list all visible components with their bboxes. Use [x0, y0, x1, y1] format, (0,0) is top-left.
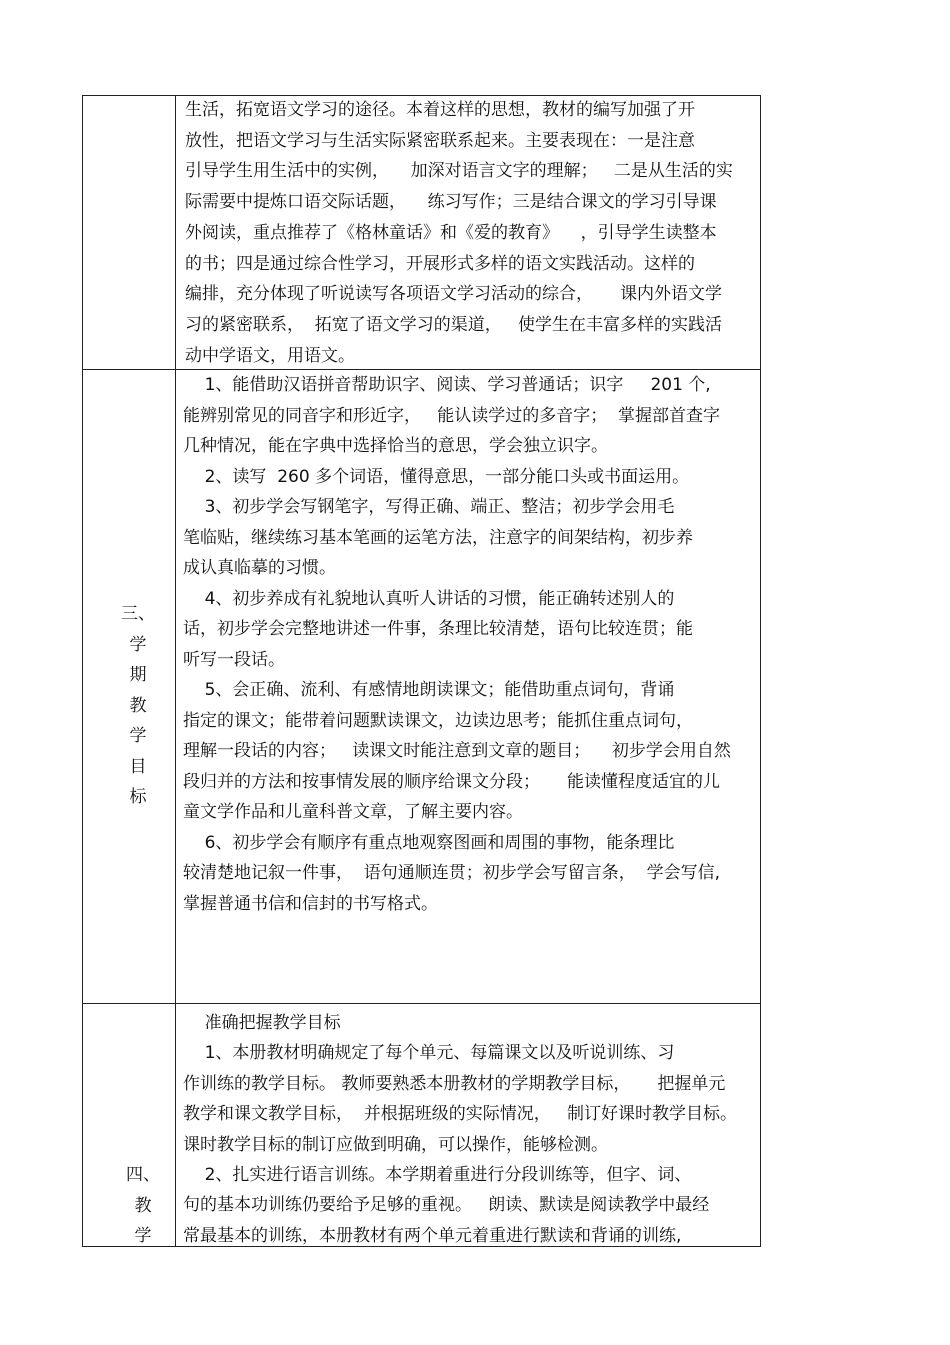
text-line: 掌握普通书信和信封的书写格式。	[183, 893, 438, 914]
text-line: 外阅读，重点推荐了《格林童话》和《爱的教育》 ，引导学生读整本	[185, 222, 717, 243]
text-line: 几种情况，能在字典中选择恰当的意思，学会独立识字。	[183, 436, 608, 456]
text-line: 2、读写 260 多个词语，懂得意思，一部分能口头或书面运用。	[183, 466, 690, 487]
text-line: 成认真临摹的习惯。	[183, 558, 336, 578]
text-line: 能辨别常见的同音字和形近字， 能认读学过的多音字； 掌握部首查字	[183, 405, 721, 426]
text-line: 段归并的方法和按事情发展的顺序给课文分段； 能读懂程度适宜的儿	[183, 771, 721, 792]
text-line: 5、会正确、流利、有感情地朗读课文；能借助重点词句，背诵	[183, 680, 675, 700]
table-border-bottom	[82, 1246, 761, 1247]
text-line: 课时教学目标的制订应做到明确，可以操作，能够检测。	[183, 1134, 608, 1155]
row-label-char: 期	[129, 665, 147, 685]
row-label-char: 学	[134, 1226, 152, 1246]
text-line: 2、扎实进行语言训练。本学期着重进行分段训练等，但字、词、	[183, 1165, 692, 1185]
text-line: 童文学作品和儿童科普文章，了解主要内容。	[183, 802, 523, 822]
row-label-char: 三、	[121, 604, 155, 624]
table-row-divider-1	[82, 369, 761, 370]
text-line: 理解一段话的内容； 读课文时能注意到文章的题目； 初步学会用自然	[183, 741, 731, 761]
text-line: 句的基本功训练仍要给予足够的重视。 朗读、默读是阅读教学中最经	[183, 1195, 710, 1216]
table-border-top	[82, 95, 761, 96]
table-border-right	[760, 95, 761, 1247]
table-row-divider-2	[82, 1003, 761, 1004]
text-line: 编排，充分体现了听说读写各项语文学习活动的综合， 课内外语文学	[185, 284, 723, 305]
text-line: 生活，拓宽语文学习的途径。本着这样的思想，教材的编写加强了开	[185, 100, 695, 120]
text-line: 话，初步学会完整地讲述一件事，条理比较清楚，语句比较连贯；能	[183, 619, 693, 639]
row-label-char: 教	[129, 695, 147, 716]
text-line: 3、初步学会写钢笔字，写得正确、端正、整洁；初步学会用毛	[183, 497, 675, 517]
text-line: 教学和课文教学目标， 并根据班级的实际情况， 制订好课时教学目标。	[183, 1104, 738, 1125]
text-line: 准确把握教学目标	[183, 1013, 341, 1033]
text-line: 较清楚地记叙一件事， 语句通顺连贯；初步学会写留言条， 学会写信,	[183, 863, 721, 883]
row-label-char: 四、	[126, 1165, 160, 1185]
text-line: 的书；四是通过综合性学习，开展形式多样的语文实践活动。这样的	[185, 253, 695, 274]
text-line: 笔临贴，继续练习基本笔画的运笔方法，注意字的间架结构，初步养	[183, 527, 693, 548]
row-label-char: 学	[129, 634, 147, 655]
text-line: 放性，把语文学习与生活实际紧密联系起来。主要表现在：一是注意	[185, 130, 695, 151]
row-label-char: 教	[134, 1195, 152, 1216]
row-label-char: 目	[129, 756, 147, 777]
text-line: 引导学生用生活中的实例， 加深对语言文字的理解； 二是从生活的实	[185, 161, 733, 182]
text-line: 习的紧密联系， 拓宽了语文学习的渠道， 使学生在丰富多样的实践活	[185, 314, 723, 335]
text-line: 作训练的教学目标。 教师要熟悉本册教材的学期教学目标， 把握单元	[183, 1073, 726, 1094]
text-line: 4、初步养成有礼貌地认真听人讲话的习惯，能正确转述别人的	[183, 588, 675, 609]
text-line: 动中学语文，用语文。	[185, 345, 355, 366]
row-label-char: 学	[129, 726, 147, 746]
table-border-left	[82, 95, 83, 1247]
text-line: 听写一段话。	[183, 649, 285, 670]
text-line: 指定的课文；能带着问题默读课文，边读边思考；能抓住重点词句，	[183, 710, 693, 731]
text-line: 常最基本的训练，本册教材有两个单元着重进行默读和背诵的训练,	[183, 1225, 682, 1246]
table-column-divider	[175, 95, 176, 1247]
row-label-char: 标	[129, 787, 147, 807]
text-line: 1、本册教材明确规定了每个单元、每篇课文以及听说训练、习	[183, 1043, 675, 1064]
text-line: 6、初步学会有顺序有重点地观察图画和周围的事物，能条理比	[183, 832, 675, 853]
text-line: 1、能借助汉语拼音帮助识字、阅读、学习普通话；识字 201 个,	[183, 375, 711, 395]
text-line: 际需要中提炼口语交际话题， 练习写作；三是结合课文的学习引导课	[185, 192, 717, 213]
